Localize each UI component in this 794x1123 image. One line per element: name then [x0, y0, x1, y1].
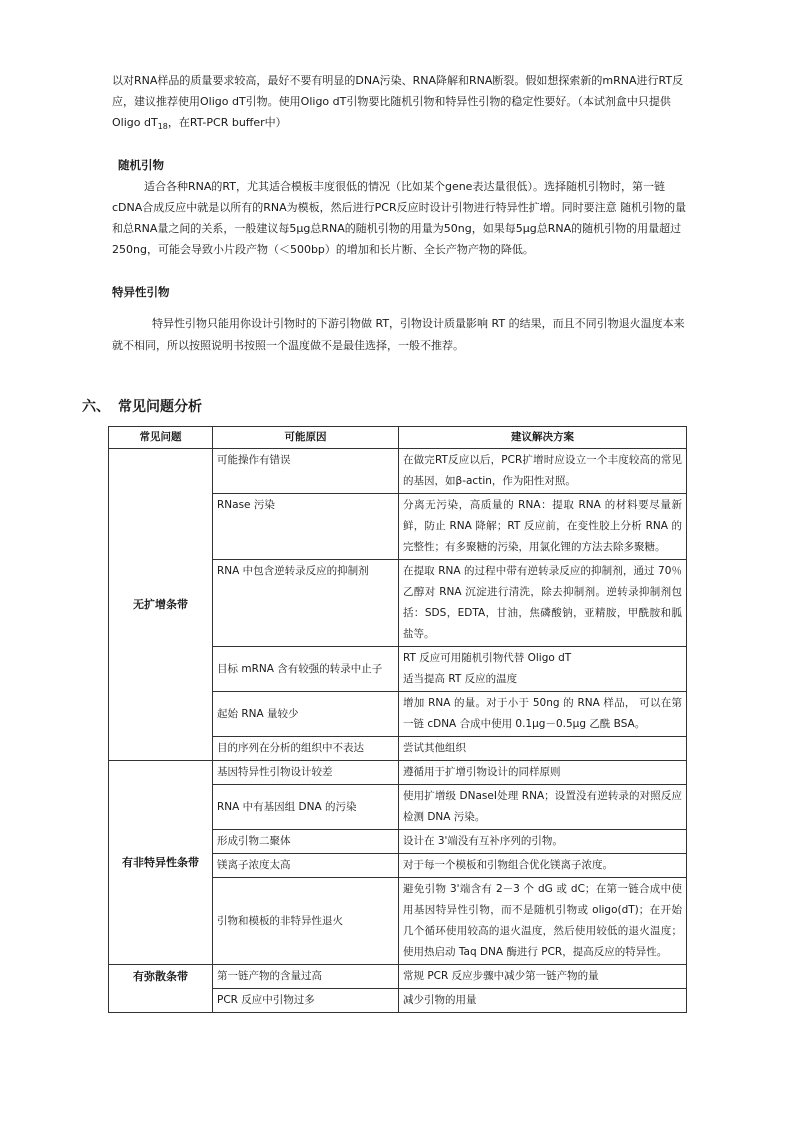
- header-problem: 常见问题: [109, 427, 213, 449]
- cause-cell: 起始 RNA 量较少: [213, 692, 399, 737]
- cause-cell: 形成引物二聚体: [213, 830, 399, 854]
- cause-cell: 可能操作有错误: [213, 449, 399, 494]
- solution-cell: 在提取 RNA 的过程中带有逆转录反应的抑制剂，通过 70％乙醇对 RNA 沉淀进行清洗，除去抑制剂。逆转录抑制剂包括：SDS，EDTA，甘油，焦磷酸钠，亚精胺，甲酰胺和胍盐等。: [399, 560, 687, 647]
- section-number: 六、: [82, 399, 110, 415]
- troubleshooting-table: [108, 426, 687, 1013]
- random-primer-heading: 随机引物: [118, 158, 164, 172]
- cause-cell: 引物和模板的非特异性退火: [213, 878, 399, 965]
- header-solution: 建议解决方案: [399, 427, 687, 449]
- solution-cell: 遵循用于扩增引物设计的同样原则: [399, 761, 687, 785]
- solution-line: RT 反应可用随机引物代替 Oligo dT: [403, 652, 572, 664]
- intro-subscript: 18: [157, 122, 168, 132]
- solution-cell: 尝试其他组织: [399, 737, 687, 761]
- problem-smear-bands: 有弥散条带: [109, 965, 213, 1013]
- cause-cell: 第一链产物的含量过高: [213, 965, 399, 989]
- cause-cell: RNA 中有基因组 DNA 的污染: [213, 785, 399, 830]
- section-heading: [82, 396, 202, 416]
- solution-cell: 增加 RNA 的量。对于小于 50ng 的 RNA 样品， 可以在第一链 cDNA 合成中使用 0.1μg－0.5μg 乙酰 BSA。: [399, 692, 687, 737]
- table-row: [109, 761, 687, 785]
- cause-cell: RNA 中包含逆转录反应的抑制剂: [213, 560, 399, 647]
- section-title: 常见问题分析: [118, 399, 202, 415]
- table-header-row: [109, 427, 687, 449]
- solution-cell: 减少引物的用量: [399, 989, 687, 1013]
- solution-cell: 避免引物 3'端含有 2－3 个 dG 或 dC；在第一链合成中使用基因特异性引物，而不是随机引物或 oligo(dT)；在开始几个循环使用较高的退火温度，然后使用较低的退火温度；使用热启动 Taq DNA 酶进行 PCR，提高反应的特异性。: [399, 878, 687, 965]
- solution-cell: [399, 647, 687, 692]
- table-row: [109, 965, 687, 989]
- solution-cell: 在做完RT反应以后，PCR扩增时应设立一个丰度较高的常见的基因，如β-actin，作为阳性对照。: [399, 449, 687, 494]
- intro-paragraph: [112, 70, 692, 137]
- intro-text-b: ，在RT-PCR buffer中）: [167, 116, 287, 129]
- problem-no-amplification: 无扩增条带: [109, 449, 213, 761]
- cause-cell: 目标 mRNA 含有较强的转录中止子: [213, 647, 399, 692]
- problem-nonspecific-bands: 有非特异性条带: [109, 761, 213, 965]
- specific-primer-heading: 特异性引物: [112, 285, 170, 299]
- solution-cell: 使用扩增级 DNaseⅠ处理 RNA；设置没有逆转录的对照反应检测 DNA 污染。: [399, 785, 687, 830]
- cause-cell: 镁离子浓度太高: [213, 854, 399, 878]
- solution-cell: 设计在 3'端没有互补序列的引物。: [399, 830, 687, 854]
- solution-line: 适当提高 RT 反应的温度: [403, 673, 518, 685]
- cause-cell: RNase 污染: [213, 494, 399, 560]
- cause-cell: PCR 反应中引物过多: [213, 989, 399, 1013]
- solution-cell: 对于每一个模板和引物组合优化镁离子浓度。: [399, 854, 687, 878]
- cause-cell: 目的序列在分析的组织中不表达: [213, 737, 399, 761]
- random-primer-body: 适合各种RNA的RT，尤其适合模板丰度很低的情况（比如某个gene表达量很低）。选择随机引物时，第一链cDNA合成反应中就是以所有的RNA为模板，然后进行PCR反应时设计引物进行特异性扩增。同时要注意 随机引物的量和总RNA量之间的关系，一般建议每5μg总RNA的随机引物的用量为50ng，如果每5μg总RNA的随机引物的用量超过250ng，可能会导致小片段产物（＜500bp）的增加和长片断、全长产物产物的降低。: [112, 180, 687, 256]
- table-row: [109, 449, 687, 494]
- solution-cell: 分离无污染，高质量的 RNA：提取 RNA 的材料要尽量新鲜，防止 RNA 降解；RT 反应前，在变性胶上分析 RNA 的完整性；有多聚糖的污染，用氯化锂的方法去除多聚糖。: [399, 494, 687, 560]
- cause-cell: 基因特异性引物设计较差: [213, 761, 399, 785]
- header-cause: 可能原因: [213, 427, 399, 449]
- solution-cell: 常规 PCR 反应步骤中减少第一链产物的量: [399, 965, 687, 989]
- intro-text-a: 以对RNA样品的质量要求较高，最好不要有明显的DNA污染、RNA降解和RNA断裂。假如想探索新的mRNA进行RT反应，建议推荐使用Oligo dT引物。使用Oligo dT引物要比随机引物和特异性引物的稳定性要好。（本试剂盒中只提供Oligo dT: [112, 74, 684, 129]
- specific-primer-body: 特异性引物只能用你设计引物时的下游引物做 RT，引物设计质量影响 RT 的结果，而且不同引物退火温度本来就不相同，所以按照说明书按照一个温度做不是最佳选择，一般不推荐。: [112, 317, 685, 352]
